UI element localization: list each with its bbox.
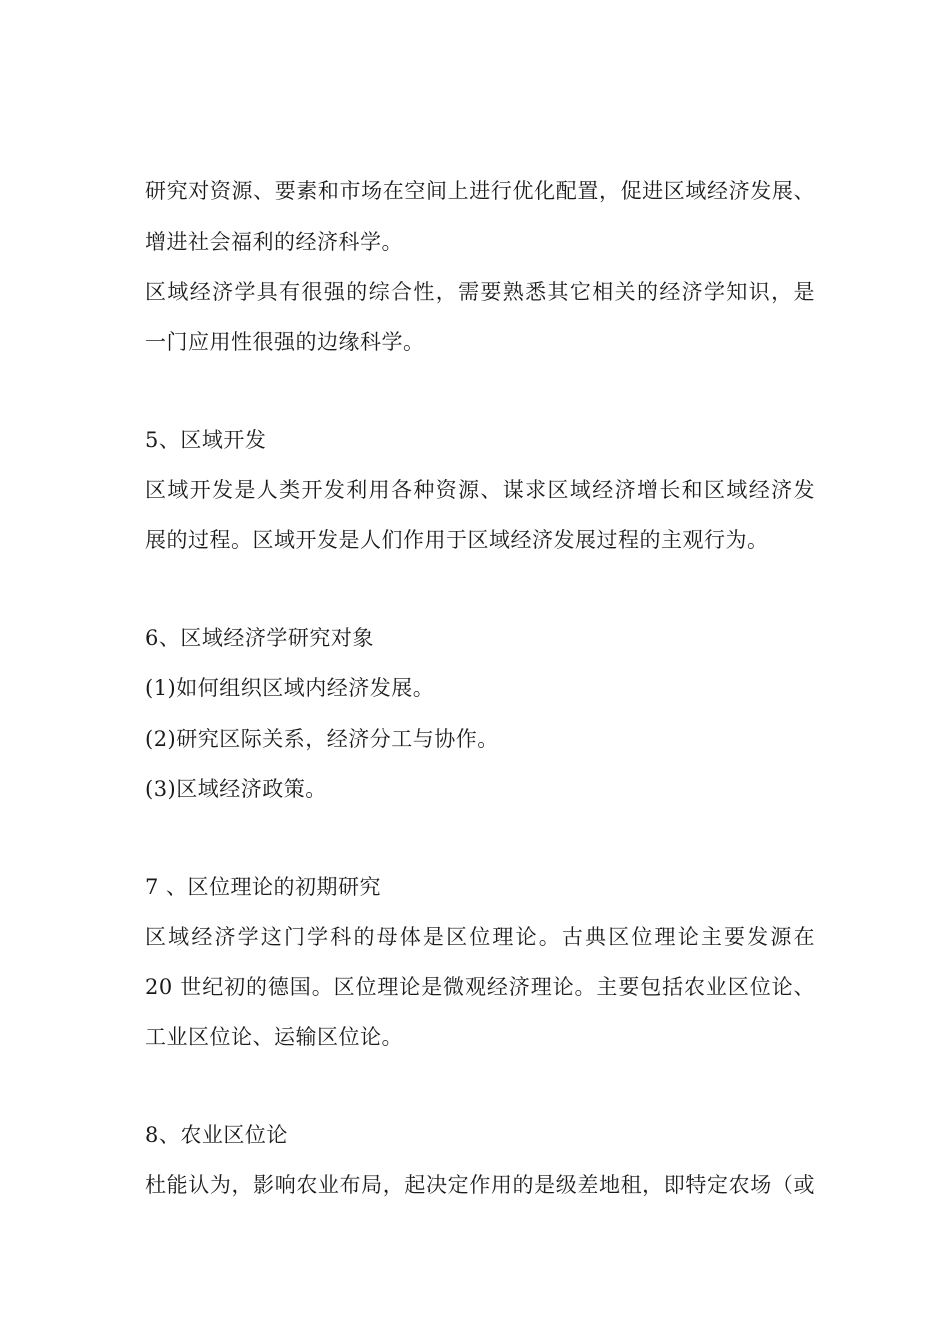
section-heading: 5、区域开发 [145, 428, 267, 452]
paragraph-line: 一门应用性很强的边缘科学。 [145, 330, 425, 354]
list-item: (1)如何组织区域内经济发展。 [145, 676, 435, 700]
paragraph-line: 区域经济学具有很强的综合性，需要熟悉其它相关的经济学知识，是 [145, 280, 815, 304]
paragraph-line: 20 世纪初的德国。区位理论是微观经济理论。主要包括农业区位论、 [145, 975, 815, 999]
paragraph-line: 研究对资源、要素和市场在空间上进行优化配置，促进区域经济发展、 [145, 179, 815, 203]
section-heading: 7 、区位理论的初期研究 [145, 875, 382, 899]
paragraph-line: 杜能认为，影响农业布局，起决定作用的是级差地租，即特定农场（或 [145, 1173, 815, 1197]
paragraph-line: 增进社会福利的经济科学。 [145, 230, 403, 254]
list-item: (2)研究区际关系，经济分工与协作。 [145, 727, 499, 751]
list-item: (3)区域经济政策。 [145, 777, 327, 801]
paragraph-line: 区域开发是人类开发利用各种资源、谋求区域经济增长和区域经济发 [145, 478, 815, 502]
section-heading: 8、农业区位论 [145, 1123, 288, 1147]
paragraph-line: 工业区位论、运输区位论。 [145, 1025, 403, 1049]
section-heading: 6、区域经济学研究对象 [145, 626, 374, 650]
paragraph-line: 展的过程。区域开发是人们作用于区域经济发展过程的主观行为。 [145, 528, 769, 552]
paragraph-line: 区域经济学这门学科的母体是区位理论。古典区位理论主要发源在 [145, 925, 815, 949]
